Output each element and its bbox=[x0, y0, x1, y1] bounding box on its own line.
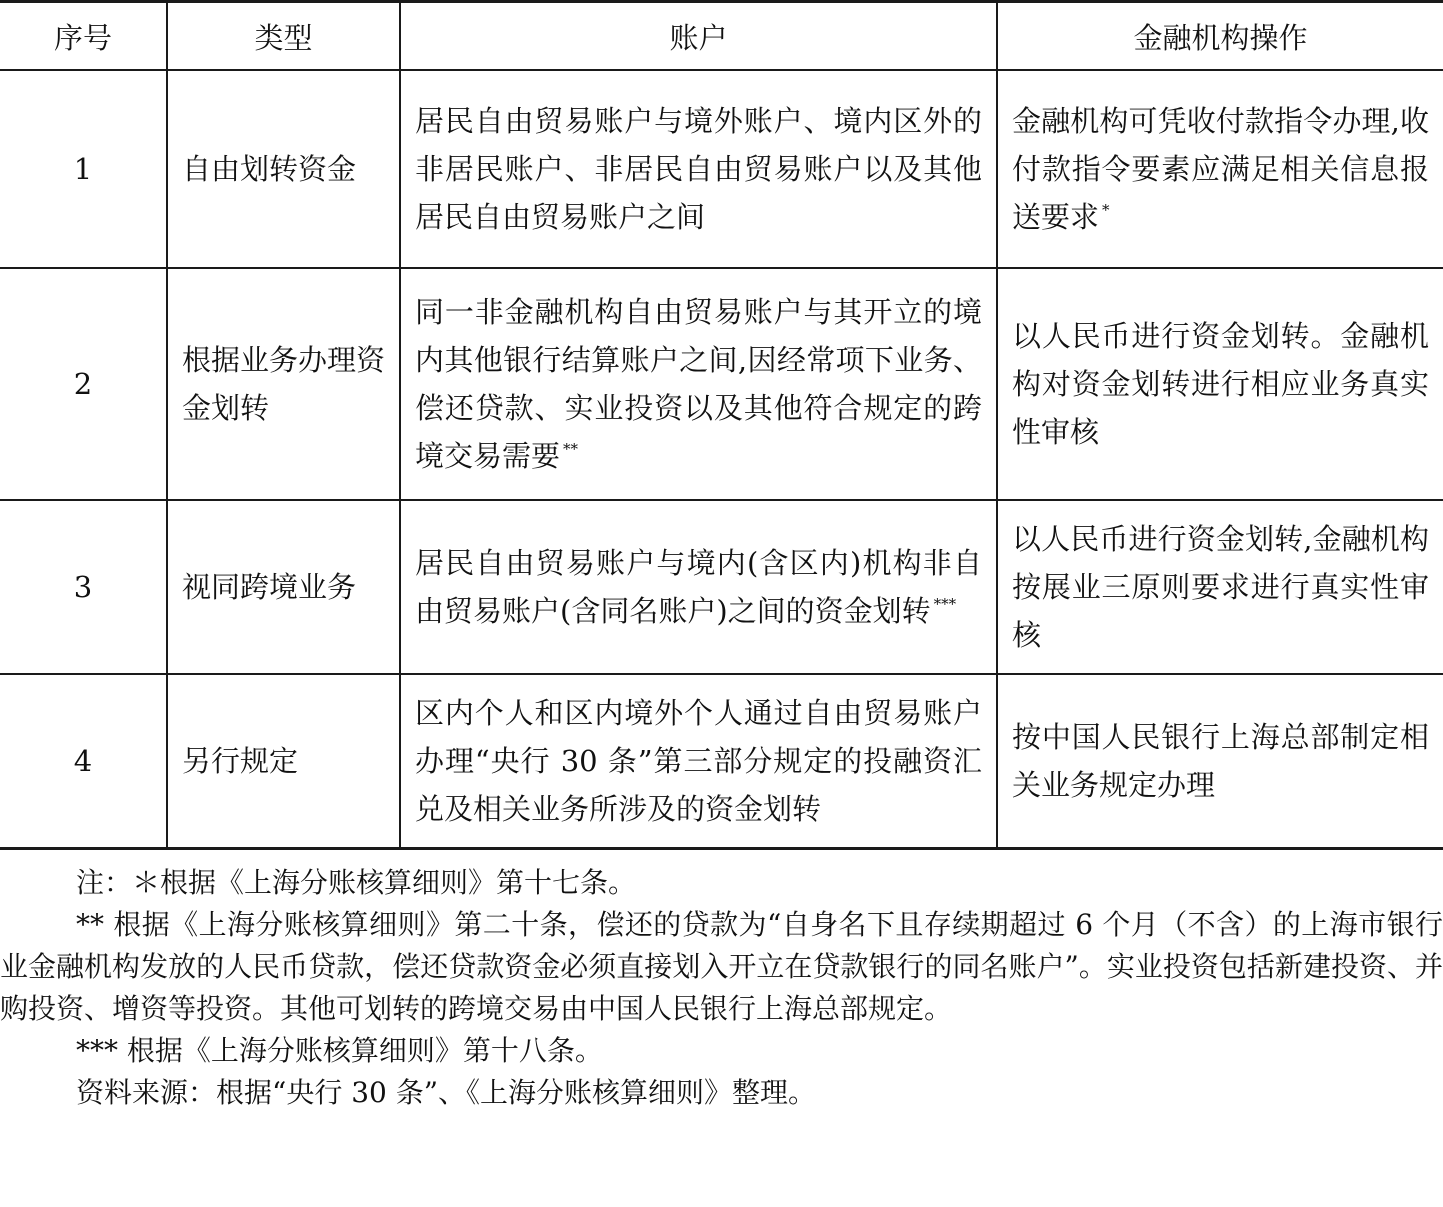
footnote-mark: ** bbox=[563, 440, 579, 458]
row-type: 自由划转资金 bbox=[167, 70, 400, 268]
header-type: 类型 bbox=[167, 2, 400, 71]
account-text: 区内个人和区内境外个人通过自由贸易账户办理“央行 30 条”第三部分规定的投融资汇兑及相关业务所涉及的资金划转 bbox=[415, 696, 982, 826]
operation-text: 金融机构可凭收付款指令办理,收付款指令要素应满足相关信息报送要求 bbox=[1012, 104, 1429, 234]
table-row bbox=[0, 500, 1443, 674]
account-text: 居民自由贸易账户与境外账户、境内区外的非居民账户、非居民自由贸易账户以及其他居民自由贸易账户之间 bbox=[415, 104, 982, 234]
row-account bbox=[400, 674, 997, 849]
row-account bbox=[400, 70, 997, 268]
row-num: 4 bbox=[0, 674, 167, 849]
row-type: 根据业务办理资金划转 bbox=[167, 268, 400, 500]
source-note: 资料来源：根据“央行 30 条”、《上海分账核算细则》整理。 bbox=[76, 1076, 817, 1109]
header-operation: 金融机构操作 bbox=[997, 2, 1443, 71]
row-operation bbox=[997, 500, 1443, 674]
row-num: 3 bbox=[0, 500, 167, 674]
row-type: 另行规定 bbox=[167, 674, 400, 849]
row-account bbox=[400, 268, 997, 500]
header-row bbox=[0, 2, 1443, 71]
note-1: 注：＊根据《上海分账核算细则》第十七条。 bbox=[76, 866, 637, 899]
header-account: 账户 bbox=[400, 2, 997, 71]
account-text: 同一非金融机构自由贸易账户与其开立的境内其他银行结算账户之间,因经常项下业务、偿还贷款、实业投资以及其他符合规定的跨境交易需要 bbox=[415, 295, 982, 473]
row-operation bbox=[997, 268, 1443, 500]
note-2: ** 根据《上海分账核算细则》第二十条，偿还的贷款为“自身名下且存续期超过 6 个月（不含）的上海市银行业金融机构发放的人民币贷款，偿还贷款资金必须直接划入开立在贷款银行的同名账户”。实业投资包括新建投资、并购投资、增资等投资。其他可划转的跨境交易由中国人民银行上海总部规定。 bbox=[0, 908, 1443, 1025]
row-account bbox=[400, 500, 997, 674]
table-row bbox=[0, 674, 1443, 849]
table-row bbox=[0, 70, 1443, 268]
account-text: 居民自由贸易账户与境内(含区内)机构非自由贸易账户(含同名账户)之间的资金划转 bbox=[415, 546, 982, 628]
footnote-mark: *** bbox=[933, 595, 957, 613]
table-row bbox=[0, 268, 1443, 500]
row-num: 1 bbox=[0, 70, 167, 268]
footnote-mark: * bbox=[1102, 201, 1110, 219]
table-notes bbox=[0, 862, 1443, 1114]
row-operation bbox=[997, 674, 1443, 849]
row-type: 视同跨境业务 bbox=[167, 500, 400, 674]
operation-text: 按中国人民银行上海总部制定相关业务规定办理 bbox=[1012, 720, 1429, 802]
operation-text: 以人民币进行资金划转。金融机构对资金划转进行相应业务真实性审核 bbox=[1012, 319, 1429, 449]
row-num: 2 bbox=[0, 268, 167, 500]
header-num: 序号 bbox=[0, 2, 167, 71]
operation-text: 以人民币进行资金划转,金融机构按展业三原则要求进行真实性审核 bbox=[1012, 522, 1429, 652]
note-3: *** 根据《上海分账核算细则》第十八条。 bbox=[76, 1034, 603, 1067]
row-operation bbox=[997, 70, 1443, 268]
